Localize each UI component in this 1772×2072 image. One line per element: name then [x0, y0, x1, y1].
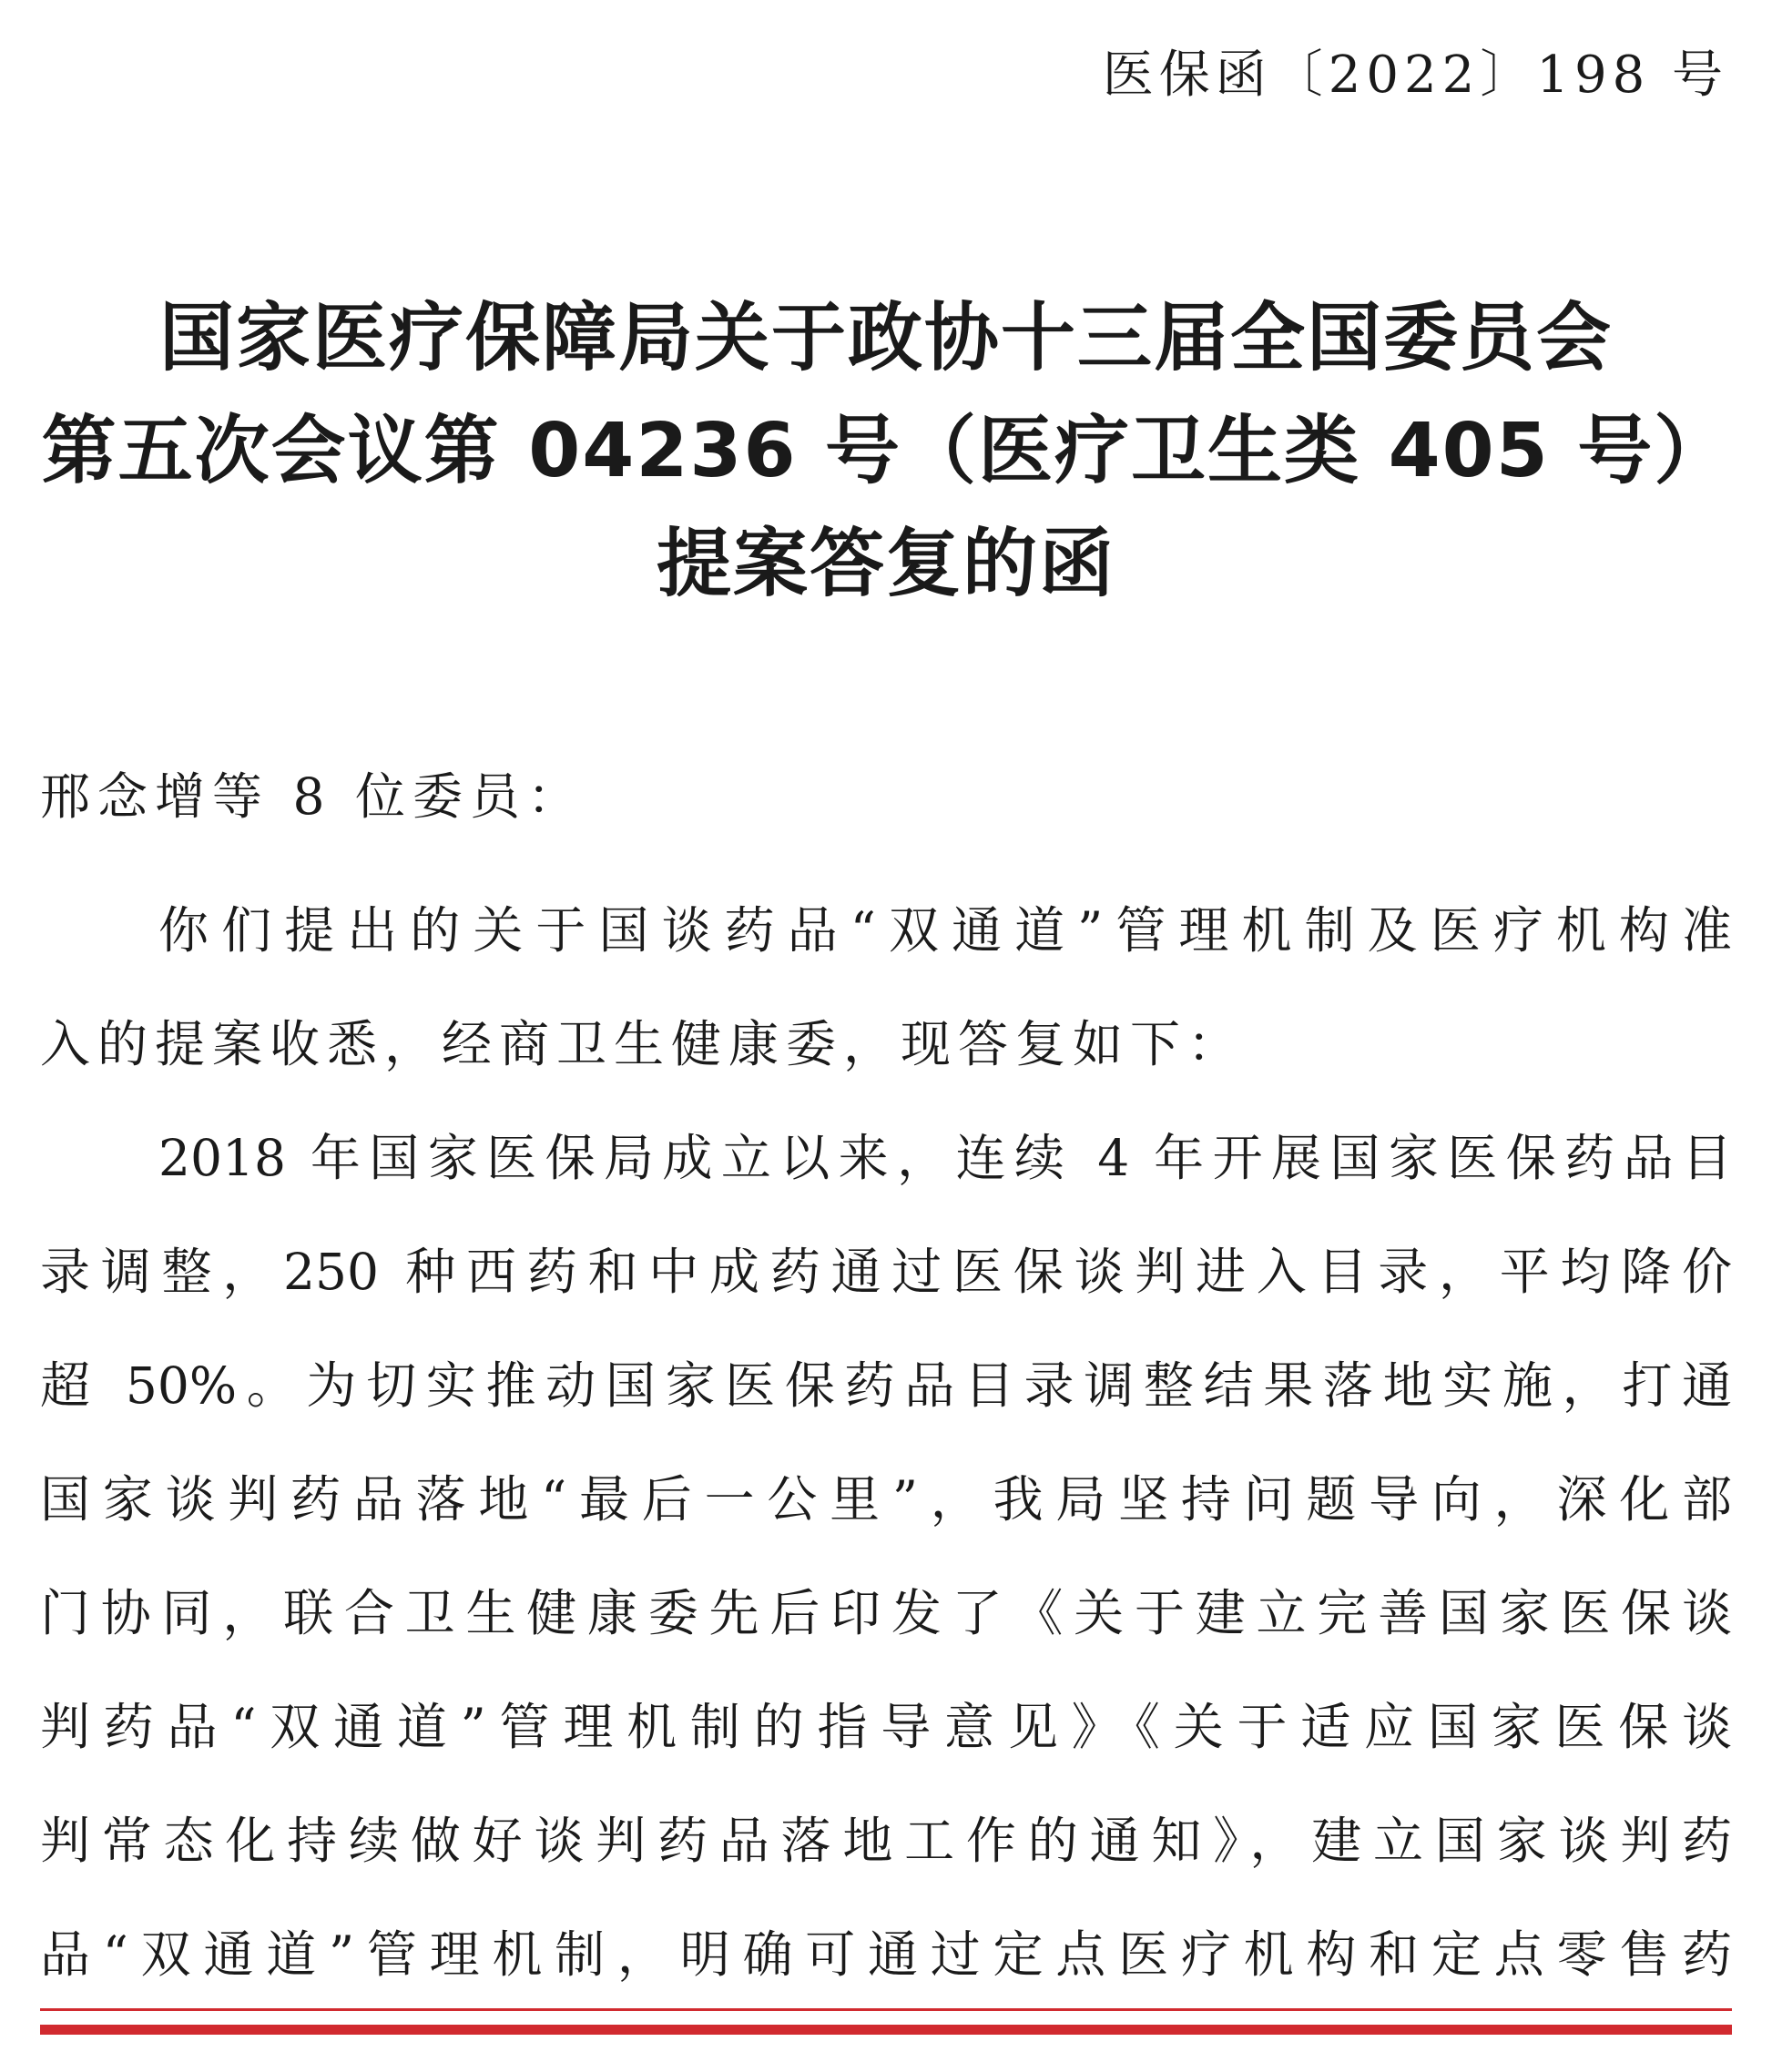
title-line-2: 第五次会议第 04236 号（医疗卫生类 405 号）	[41, 408, 1731, 494]
body-line: 2018 年国家医保局成立以来，连续 4 年开展国家医保药品目	[158, 1129, 1732, 1187]
title-line-1: 国家医疗保障局关于政协十三届全国委员会	[158, 295, 1613, 381]
body-line: 门协同，联合卫生健康委先后印发了《关于建立完善国家医保谈	[40, 1584, 1732, 1642]
body-line: 超 50%。为切实推动国家医保药品目录调整结果落地实施，打通	[40, 1356, 1732, 1415]
document-number: 医保函〔2022〕198 号	[1102, 46, 1728, 105]
body-line: 你们提出的关于国谈药品“双通道”管理机制及医疗机构准	[158, 901, 1732, 960]
body-line: 判常态化持续做好谈判药品落地工作的通知》，建立国家谈判药	[40, 1812, 1732, 1870]
body-text	[40, 874, 1732, 2012]
body-line: 录调整，250 种西药和中成药通过医保谈判进入目录，平均降价	[40, 1243, 1732, 1301]
salutation: 邢念增等 8 位委员：	[40, 767, 585, 826]
body-line: 国家谈判药品落地“最后一公里”，我局坚持问题导向，深化部	[40, 1470, 1732, 1529]
footer-rule-thick	[40, 2025, 1732, 2035]
body-line: 判药品“双通道”管理机制的指导意见》《关于适应国家医保谈	[40, 1698, 1732, 1756]
document-title	[0, 282, 1772, 621]
body-line: 品“双通道”管理机制，明确可通过定点医疗机构和定点零售药	[40, 1925, 1732, 1984]
body-line: 入的提案收悉，经商卫生健康委，现答复如下：	[40, 1015, 1246, 1073]
footer-rule-thin	[40, 2008, 1732, 2011]
title-line-3: 提案答复的函	[656, 521, 1115, 607]
